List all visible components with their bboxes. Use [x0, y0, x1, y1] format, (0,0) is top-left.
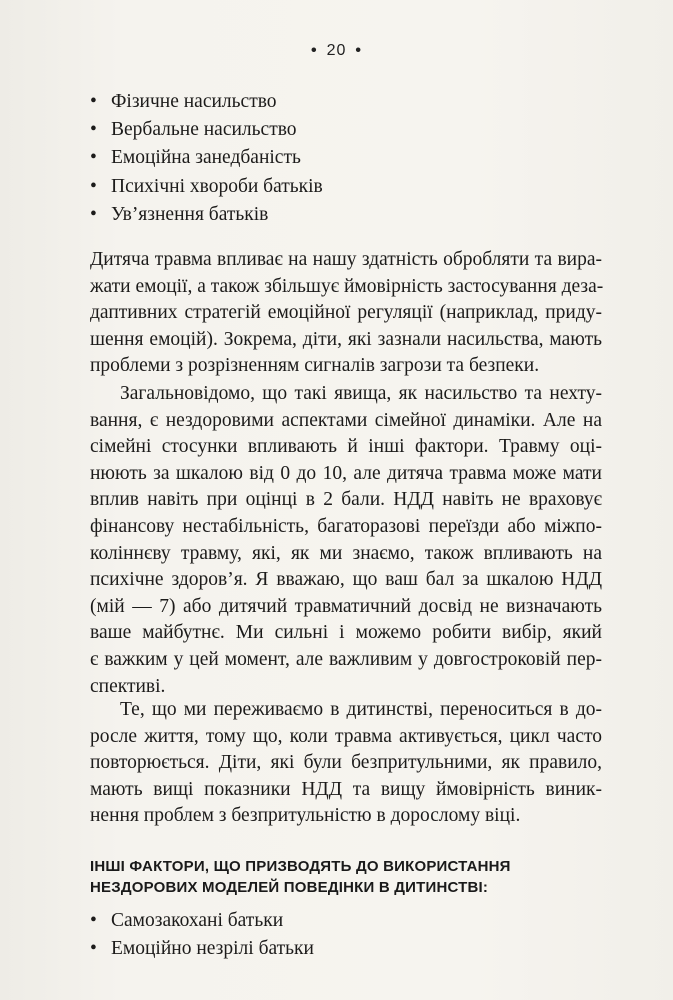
paragraph-line: повторюється. Діти, які були безпритульними, як правило,: [90, 752, 602, 774]
bullet-icon: •: [90, 203, 97, 225]
paragraph-line: мають вищі показники НДД та вищу ймовірність виник-: [90, 778, 602, 800]
bullet-icon: •: [90, 910, 97, 931]
section-heading-line: НЕЗДОРОВИХ МОДЕЛЕЙ ПОВЕДІНКИ В ДИТИНСТВІ:: [90, 879, 489, 896]
bullet-icon: •: [90, 91, 97, 112]
page-number: [0, 42, 673, 60]
list-item-text: Фізичне насильство: [111, 91, 277, 112]
list-item: [90, 173, 323, 201]
list-item: [90, 116, 323, 144]
paragraph-line: Те, що ми переживаємо в дитинстві, переноситься в до-: [120, 699, 602, 720]
paragraph-line: даптивних стратегій емоційної регуляції (наприклад, приду-: [90, 302, 602, 324]
paragraph-2: [90, 381, 602, 700]
section-heading: [90, 856, 602, 898]
list-item: [90, 144, 323, 172]
paragraph-line: Дитяча травма впливає на нашу здатність обробляти та вира-: [90, 249, 602, 270]
paragraph-line: фінансову нестабільність, багаторазові переїзди або міжпо-: [90, 515, 602, 537]
paragraph-line: нюють за шкалою від 0 до 10, але дитяча травма може мати: [90, 462, 602, 484]
paragraph-line: шення емоцій). Зокрема, діти, які зазнали насильства, мають: [90, 328, 602, 350]
paragraph-line: психічне здоров’я. Я вважаю, що ваш бал за шкалою НДД: [90, 569, 602, 591]
list-item-text: Ув’язнення батьків: [111, 203, 269, 225]
page-number-dot-right: •: [355, 42, 362, 59]
list-item-text: Емоційно незрілі батьки: [111, 938, 314, 960]
other-factors-list: [90, 907, 314, 963]
paragraph-line: Загальновідомо, що такі явища, як насильство та нехту-: [120, 383, 602, 404]
paragraph-line: ваше майбутнє. Ми сильні і можемо робити вибір, який: [90, 622, 602, 644]
trauma-types-list: [90, 88, 323, 229]
list-item: [90, 935, 314, 963]
list-item-text: Емоційна занедбаність: [111, 147, 301, 169]
list-item: [90, 88, 323, 116]
paragraph-line: жати емоції, а також збільшує ймовірність застосування деза-: [90, 275, 604, 297]
paragraph-line: нення проблем з безпритульністю в дорослому віці.: [90, 805, 521, 827]
bullet-icon: •: [90, 147, 97, 169]
paragraph-line: росле життя, тому що, коли травма активується, цикл часто: [90, 725, 602, 747]
paragraph-line: спективі.: [90, 675, 166, 697]
page-number-dot-left: •: [310, 42, 318, 59]
paragraph-line: коліннєву травму, які, як ми знаємо, також впливають на: [90, 542, 602, 564]
list-item-text: Психічні хвороби батьків: [111, 175, 323, 197]
list-item: [90, 907, 314, 935]
paragraph-3: [90, 697, 602, 830]
bullet-icon: •: [90, 119, 97, 141]
bullet-icon: •: [90, 938, 97, 960]
paragraph-line: (мій — 7) або дитячий травматичний досвід не визначають: [90, 595, 602, 617]
section-heading-line: ІНШІ ФАКТОРИ, ЩО ПРИЗВОДЯТЬ ДО ВИКОРИСТАННЯ: [90, 858, 511, 875]
paragraph-line: вплив навіть при оцінці в 2 бали. НДД навіть не враховує: [90, 489, 602, 511]
paragraph-line: є важким у цей момент, але важливим у довгостроковій пер-: [90, 648, 602, 670]
list-item-text: Самозакохані батьки: [111, 910, 284, 931]
paragraph-line: проблеми з розрізненням сигналів загрози та безпеки.: [90, 355, 540, 377]
paragraph-line: вання, є нездоровими аспектами сімейної динаміки. Але на: [90, 409, 602, 431]
paragraph-line: сімейні стосунки впливають й інші фактори. Травму оці-: [90, 436, 602, 458]
page-number-value: 20: [326, 42, 347, 59]
list-item: [90, 201, 323, 229]
paragraph-1: [90, 247, 602, 380]
list-item-text: Вербальне насильство: [111, 119, 297, 141]
bullet-icon: •: [90, 175, 97, 197]
